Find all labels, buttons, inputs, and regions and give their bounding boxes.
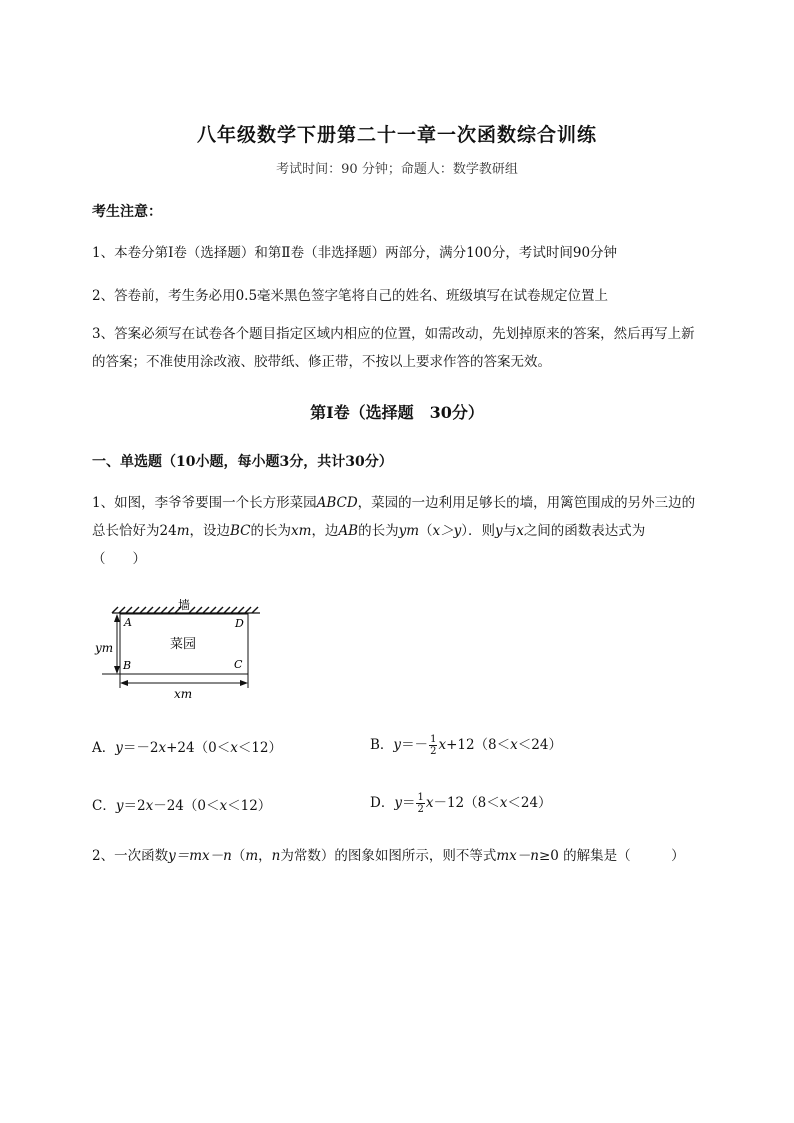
- volume-title: 第I卷（选择题 30分）: [310, 403, 484, 422]
- y-arrow-down: [114, 666, 120, 674]
- option-a[interactable]: A．y＝－2x+24（0＜x＜12）: [92, 740, 283, 756]
- exam-info: 考试时间：90 分钟；命题人：数学教研组: [276, 162, 518, 177]
- section-title: 一、单选题（10小题，每小题3分，共计30分）: [92, 454, 393, 470]
- x-arrow-right: [240, 680, 248, 686]
- x-arrow-left: [120, 680, 128, 686]
- option-b[interactable]: B．y＝－ $\frac{1}{2}$ x+12（8＜x＜24）: [370, 734, 562, 757]
- point-d-label: D: [235, 617, 244, 630]
- point-c-label: C: [234, 658, 243, 671]
- question-1-text: 1、如图，李爷爷要围一个长方形菜园ABCD，菜园的一边利用足够长的墙，用篱笆围成的另外三边的总长恰好为24m，设边BC的长为xm，边AB的长为ym（x＞y）．则y与x之间的函数表达式为 （ ）: [92, 495, 696, 567]
- option-c[interactable]: C．y＝2x－24（0＜x＜12）: [92, 798, 272, 814]
- notice-item-2: 2、答卷前，考生务必用0.5毫米黑色签字笔将自己的姓名、班级填写在试卷规定位置上: [92, 288, 609, 304]
- notice-item-1: 1、本卷分第I卷（选择题）和第Ⅱ卷（非选择题）两部分，满分100分，考试时间90分钟: [92, 245, 618, 261]
- question-2-text: 2、一次函数y＝mx－n（m，n为常数）的图象如图所示，则不等式mx－n≥0 的解集是（ ）: [92, 848, 685, 864]
- answer-bracket: （ ）: [92, 551, 146, 567]
- point-b-label: B: [123, 659, 132, 672]
- fraction-half: $\frac{1}{2}$: [417, 792, 424, 815]
- x-dimension-label: xm: [174, 687, 193, 701]
- page-title: 八年级数学下册第二十一章一次函数综合训练: [196, 124, 597, 146]
- wall-label: 墙: [178, 598, 191, 612]
- y-arrow-up: [114, 614, 120, 622]
- point-a-label: A: [124, 616, 132, 629]
- fraction-half: $\frac{1}{2}$: [430, 734, 437, 757]
- y-dimension-label: ym: [95, 641, 114, 655]
- option-d[interactable]: D．y＝ $\frac{1}{2}$ x－12（8＜x＜24）: [370, 792, 552, 815]
- notice-item-3: 3、答案必须写在试卷各个题目指定区域内相应的位置，如需改动，先划掉原来的答案，然后再写上新的答案；不准使用涂改液、胶带纸、修正带，不按以上要求作答的答案无效。: [92, 326, 695, 370]
- garden-label: 菜园: [170, 637, 197, 652]
- garden-figure: [92, 592, 272, 702]
- notice-heading: 考生注意：: [92, 204, 162, 220]
